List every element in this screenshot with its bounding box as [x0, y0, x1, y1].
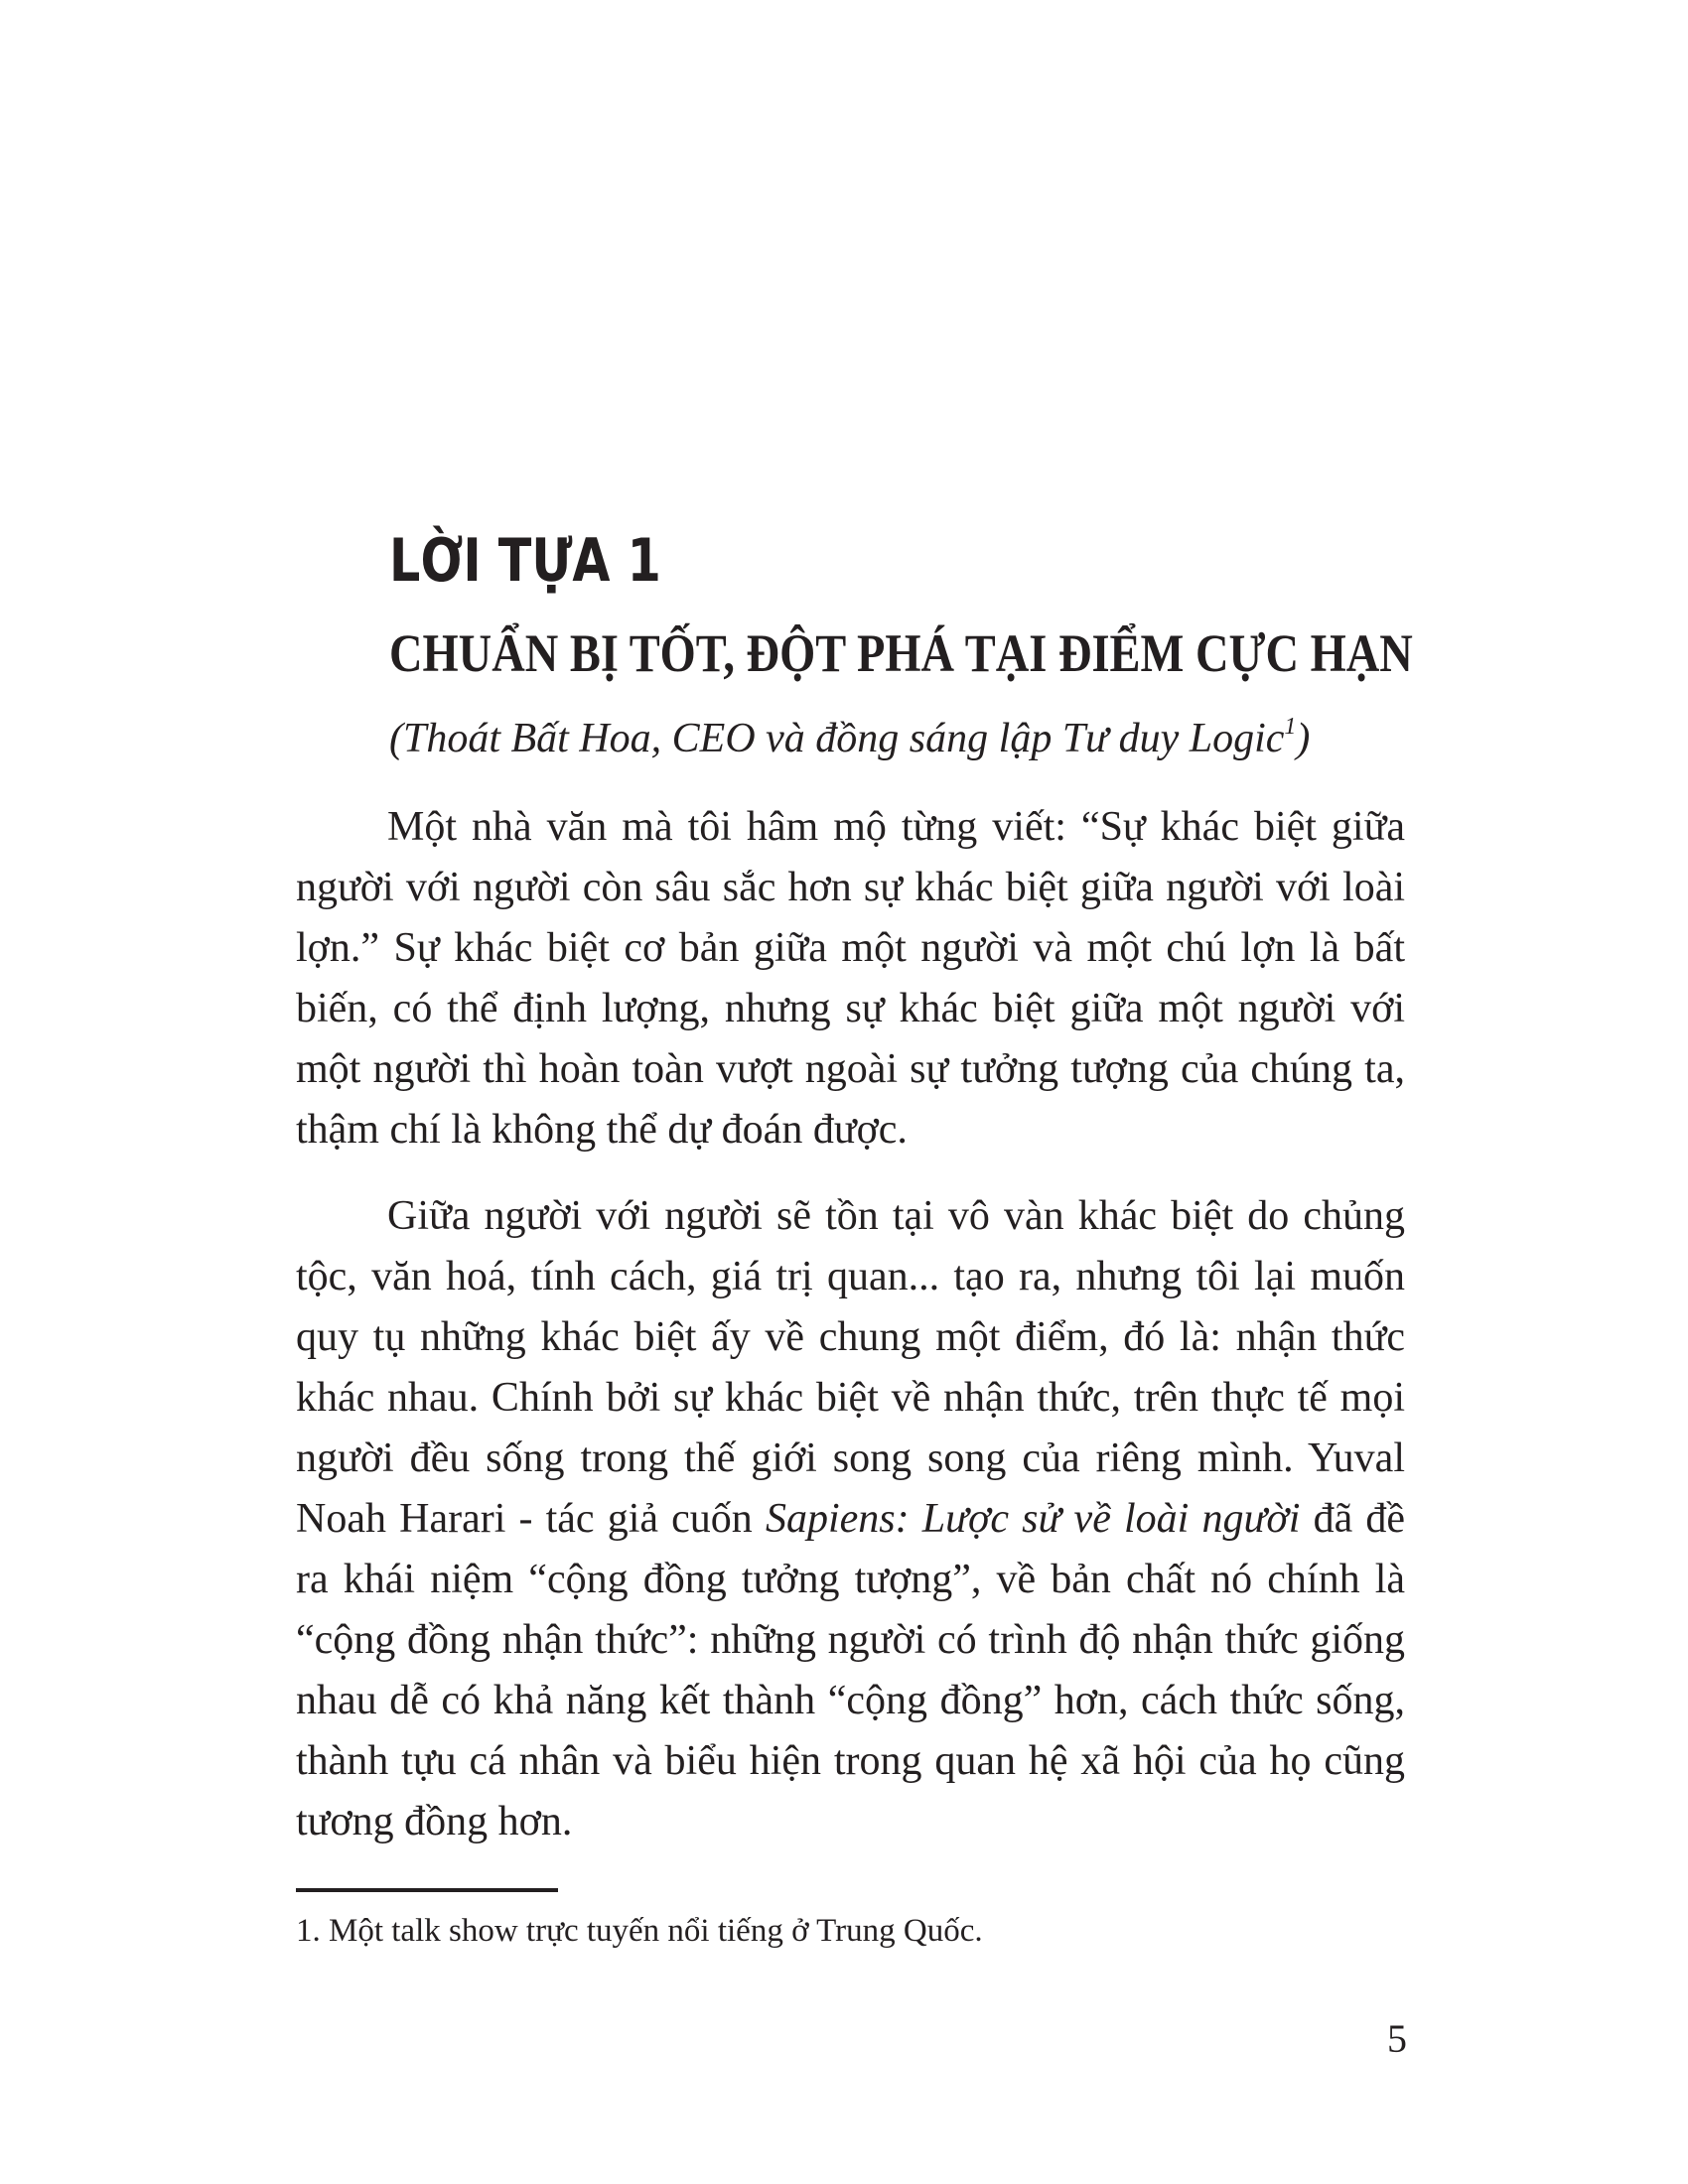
- byline: [389, 707, 1310, 770]
- footnote-divider: [296, 1888, 558, 1892]
- body-paragraph-2: [296, 1186, 1405, 1852]
- byline-close: ): [1296, 716, 1311, 761]
- byline-text: (Thoát Bất Hoa, CEO và đồng sáng lập Tư duy Logic: [389, 716, 1285, 761]
- footnote-reference: 1: [1284, 714, 1297, 740]
- paragraph-2-text-b: đã đề ra khái niệm “cộng đồng tưởng tượng”, về bản chất nó chính là “cộng đồng nhận thức”: những người có trình độ nhận thức giống nhau dễ có khả năng kết thành “cộng đồng” hơn, cách thức sống, thành tựu cá nhân và biểu hiện trong quan hệ xã hội của họ cũng tương đồng hơn.: [296, 1496, 1406, 1844]
- body-paragraph-1: Một nhà văn mà tôi hâm mộ từng viết: “Sự khác biệt giữa người với người còn sâu sắc hơn sự khác biệt giữa người với loài lợn.” Sự khác biệt cơ bản giữa một người và một chú lợn là bất biến, có thể định lượng, nhưng sự khác biệt giữa một người với một người thì hoàn toàn vượt ngoài sự tưởng tượng của chúng ta, thậm chí là không thể dự đoán được.: [296, 804, 1405, 1153]
- paragraph-2-text-a: Giữa người với người sẽ tồn tại vô vàn khác biệt do chủng tộc, văn hoá, tính cách, giá trị quan... tạo ra, nhưng tôi lại muốn quy tụ những khác biệt ấy về chung một điểm, đó là: nhận thức khác nhau. Chính bởi sự khác biệt về nhận thức, trên thực tế mọi người đều sống trong thế giới song song của riêng mình. Yuval Noah Harari - tác giả cuốn: [296, 1193, 1405, 1542]
- chapter-title: CHUẨN BỊ TỐT, ĐỘT PHÁ TẠI ĐIỂM CỰC HẠN: [389, 623, 1413, 683]
- chapter-label: LỜI TỰA 1: [389, 526, 661, 596]
- footnote: 1. Một talk show trực tuyến nổi tiếng ở Trung Quốc.: [296, 1913, 983, 1949]
- book-title: Sapiens: Lược sử về loài người: [765, 1496, 1301, 1542]
- page-number: 5: [1387, 2016, 1407, 2061]
